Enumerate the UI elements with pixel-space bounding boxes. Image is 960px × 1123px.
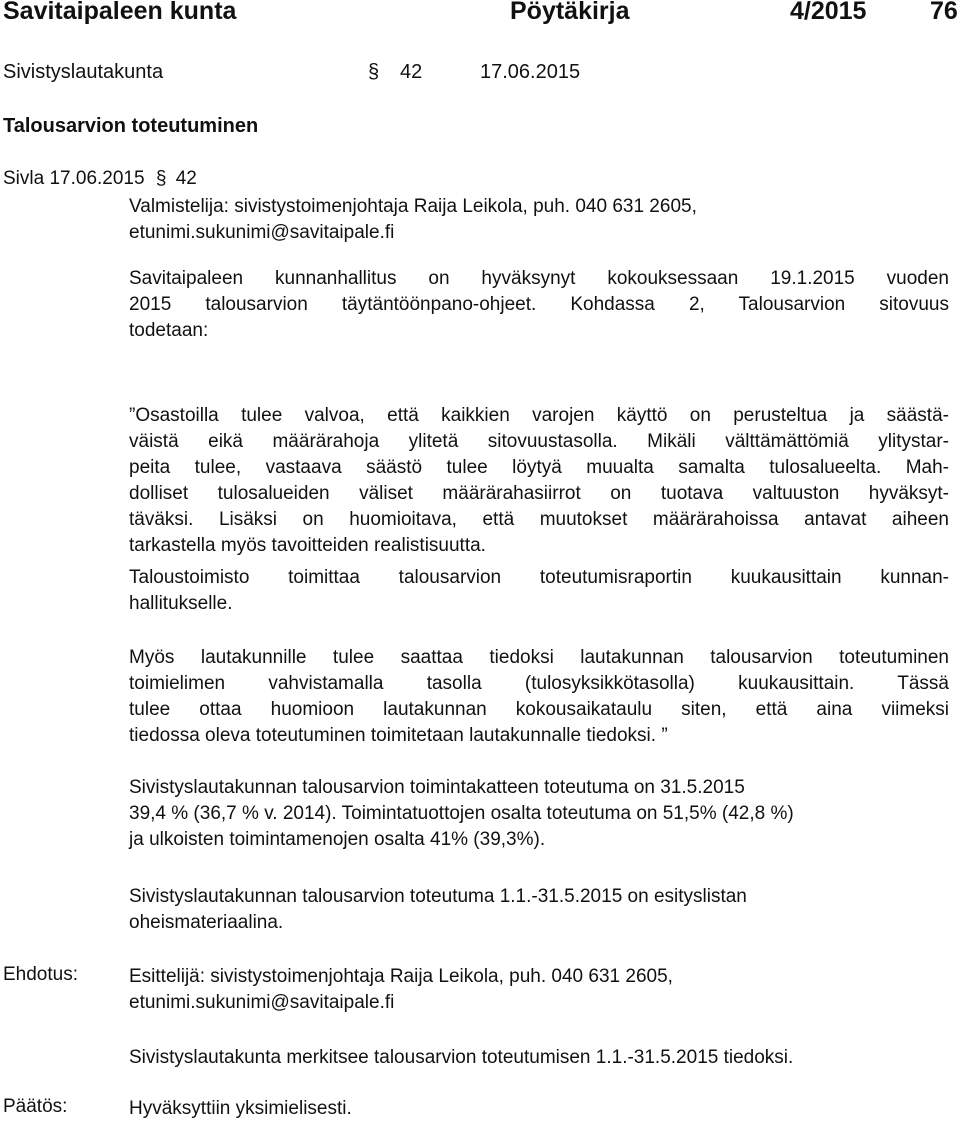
- page-number: 76: [930, 0, 958, 25]
- preparer-email: etunimi.sukunimi@savitaipale.fi: [129, 222, 395, 243]
- paragraph-line: dolliset tulosalueiden väliset määrärahasiirrot on tuotava valtuuston hyväksyt-: [129, 483, 949, 504]
- paragraph-line: peita tulee, vastaava säästö tulee löytyä muualta samalta tulosalueelta. Mah-: [129, 457, 949, 478]
- paragraph-1: [129, 266, 949, 344]
- proposal-note: [129, 1045, 949, 1071]
- paragraph-line: 2015 talousarvion täytäntöönpano-ohjeet. Kohdassa 2, Talousarvion sitovuus: [129, 294, 949, 315]
- paragraph-4: [129, 645, 949, 749]
- page-title: Talousarvion toteutuminen: [3, 115, 259, 137]
- paragraph-line: väistä eikä määrärahoja ylitetä sitovuustasolla. Mikäli välttämättömiä ylitystar-: [129, 431, 949, 452]
- proposal-note-line: Sivistyslautakunta merkitsee talousarvion toteutumisen 1.1.-31.5.2015 tiedoksi.: [129, 1047, 794, 1068]
- meeting-body: Sivistyslautakunta: [3, 61, 164, 83]
- paragraph-line: hallitukselle.: [129, 593, 233, 614]
- paragraph-5: [129, 775, 949, 853]
- sivla-ref-text: Sivla 17.06.2015: [3, 168, 145, 189]
- section-sign: §: [368, 61, 380, 83]
- sivla-number: 42: [175, 168, 197, 189]
- decision-line: Hyväksyttiin yksimielisesti.: [129, 1098, 352, 1119]
- section-number: 42: [400, 61, 423, 83]
- paragraph-line: Taloustoimisto toimittaa talousarvion toteutumisraportin kuukausittain kunnan-: [129, 567, 949, 588]
- paragraph-line: 39,4 % (36,7 % v. 2014). Toimintatuottojen osalta toteutuma on 51,5% (42,8 %): [129, 803, 794, 824]
- document-number: 4/2015: [790, 0, 867, 25]
- proposal-line: Esittelijä: sivistystoimenjohtaja Raija Leikola, puh. 040 631 2605,: [129, 966, 673, 987]
- decision-label: Päätös:: [3, 1096, 68, 1117]
- paragraph-line: tiedossa oleva toteutuminen toimitetaan lautakunnalle tiedoksi. ”: [129, 725, 668, 746]
- paragraph-line: toimielimen vahvistamalla tasolla (tulosyksikkötasolla) kuukausittain. Tässä: [129, 673, 949, 694]
- paragraph-line: Savitaipaleen kunnanhallitus on hyväksynyt kokouksessaan 19.1.2015 vuoden: [129, 268, 949, 289]
- paragraph-line: Myös lautakunnille tulee saattaa tiedoksi lautakunnan talousarvion toteutuminen: [129, 647, 949, 668]
- preparer-block: [129, 194, 949, 246]
- quote-paragraph: [129, 403, 949, 559]
- proposal-block: [129, 964, 949, 1016]
- municipality-name: Savitaipaleen kunta: [3, 0, 237, 25]
- preparer-line: Valmistelija: sivistystoimenjohtaja Raija Leikola, puh. 040 631 2605,: [129, 196, 697, 217]
- paragraph-line: täväksi. Lisäksi on huomioitava, että muutokset määrärahoissa antavat aiheen: [129, 509, 949, 530]
- paragraph-3: [129, 565, 949, 617]
- paragraph-line: oheismateriaalina.: [129, 912, 284, 933]
- sivla-section-sign: §: [155, 168, 167, 189]
- paragraph-line: todetaan:: [129, 320, 209, 341]
- sivla-reference: [3, 168, 197, 190]
- paragraph-6: [129, 884, 949, 936]
- proposal-email: etunimi.sukunimi@savitaipale.fi: [129, 992, 395, 1013]
- proposal-label: Ehdotus:: [3, 964, 78, 985]
- meeting-date: 17.06.2015: [480, 61, 581, 83]
- paragraph-line: tulee ottaa huomioon lautakunnan kokousaikataulu siten, että aina viimeksi: [129, 699, 949, 720]
- document-type: Pöytäkirja: [510, 0, 630, 25]
- paragraph-line: Sivistyslautakunnan talousarvion toteutuma 1.1.-31.5.2015 on esityslistan: [129, 886, 747, 907]
- paragraph-line: ”Osastoilla tulee valvoa, että kaikkien varojen käyttö on perusteltua ja säästä-: [129, 405, 949, 426]
- paragraph-line: ja ulkoisten toimintamenojen osalta 41% (39,3%).: [129, 829, 546, 850]
- paragraph-line: Sivistyslautakunnan talousarvion toimintakatteen toteutuma on 31.5.2015: [129, 777, 745, 798]
- paragraph-line: tarkastella myös tavoitteiden realistisuutta.: [129, 535, 486, 556]
- decision-text: [129, 1096, 949, 1122]
